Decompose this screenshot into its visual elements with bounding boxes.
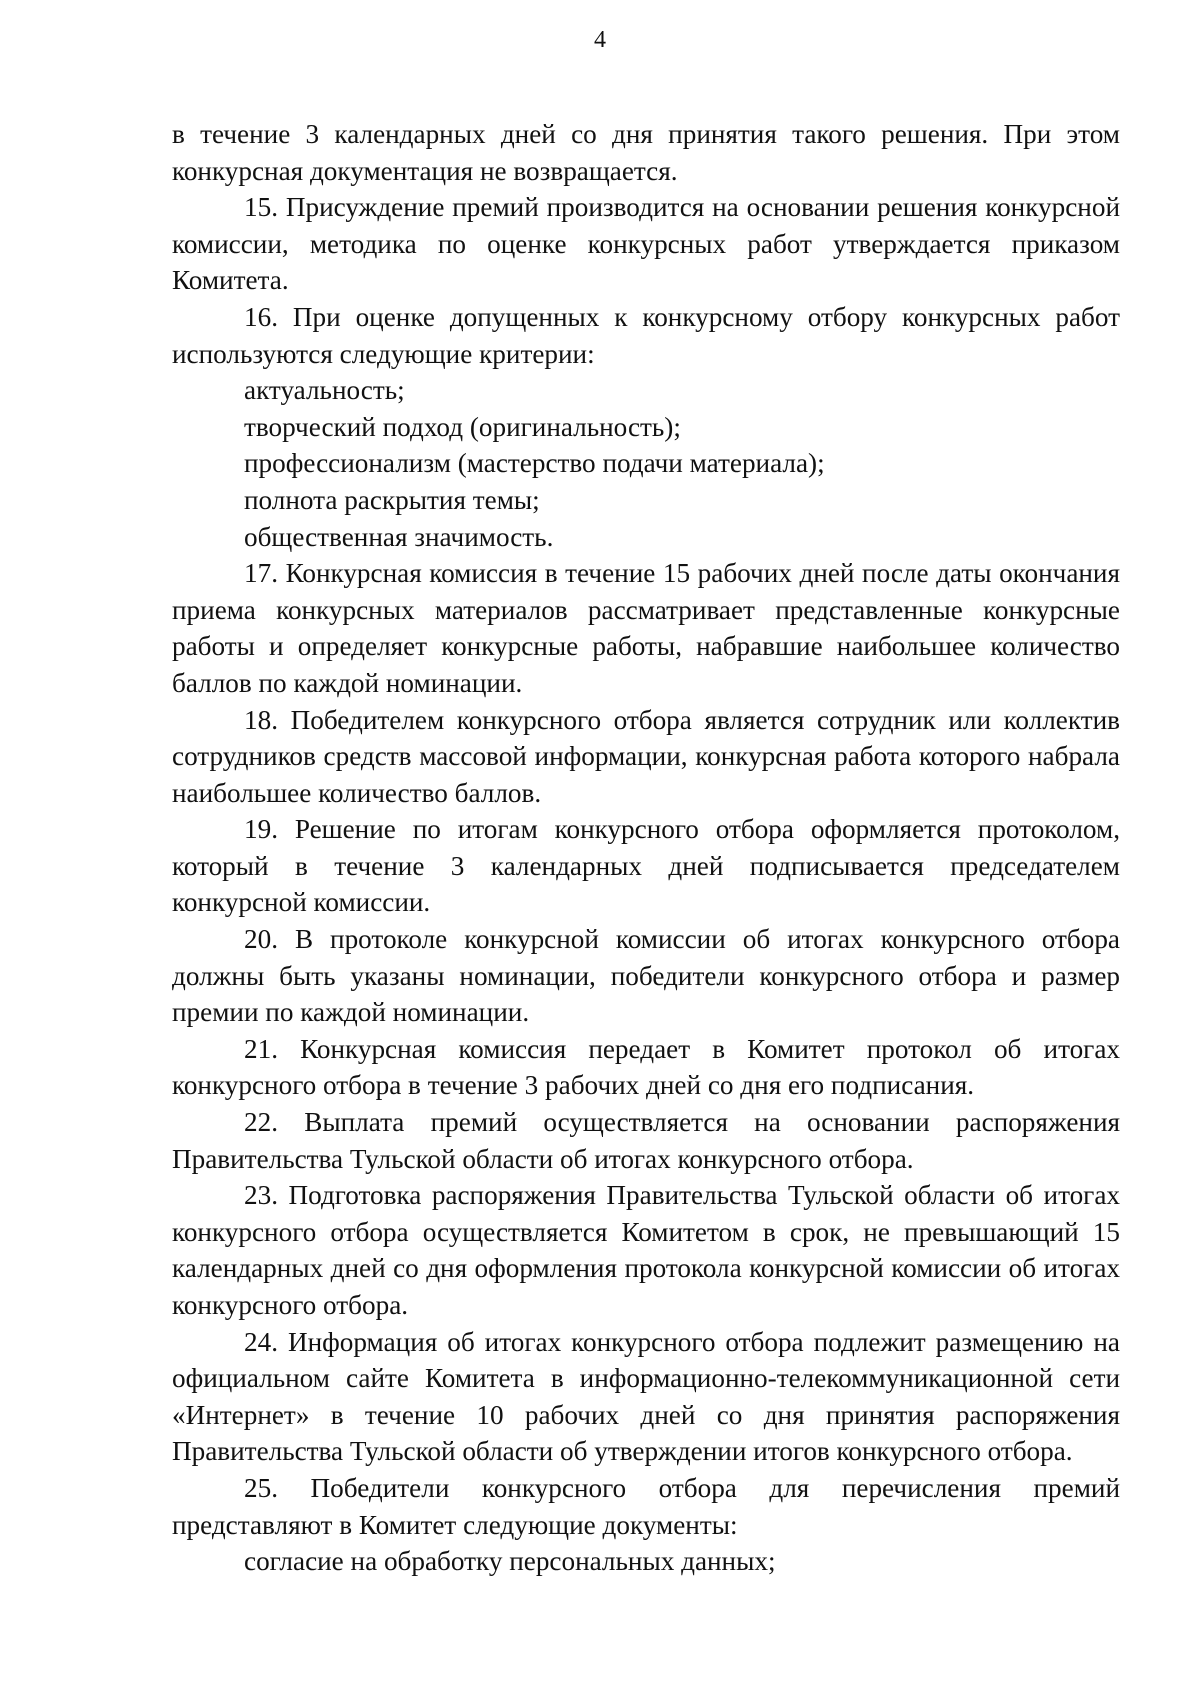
- criteria-item-relevance: актуальность;: [244, 375, 405, 406]
- paragraph-19: 19. Решение по итогам конкурсного отбора оформляется протоколом, который в течение 3 календарных дней подписывается председателем конкурсной комиссии.: [172, 814, 1120, 918]
- paragraph-18: 18. Победителем конкурсного отбора является сотрудник или коллектив сотрудников средств массовой информации, конкурсная работа которого набрала наибольшее количество баллов.: [172, 704, 1120, 808]
- criteria-item-social-significance: общественная значимость.: [244, 521, 554, 552]
- documents-item-personal-data-consent: согласие на обработку персональных данных;: [244, 1546, 776, 1577]
- paragraph-23: 23. Подготовка распоряжения Правительства Тульской области об итогах конкурсного отбора осуществляется Комитетом в срок, не превышающий 15 календарных дней со дня оформления протокола конкурсной комиссии об итогах конкурсного отбора.: [172, 1180, 1120, 1320]
- paragraph-21: 21. Конкурсная комиссия передает в Комитет протокол об итогах конкурсного отбора в течение 3 рабочих дней со дня его подписания.: [172, 1033, 1120, 1101]
- paragraph-continuation: в течение 3 календарных дней со дня принятия такого решения. При этом конкурсная документация не возвращается.: [172, 119, 1120, 186]
- paragraph-24: 24. Информация об итогах конкурсного отбора подлежит размещению на официальном сайте Комитета в информационно-телекоммуникационной сети «Интернет» в течение 10 рабочих дней со дня принятия распоряжения Правительства Тульской области об утверждении итогов конкурсного отбора.: [172, 1326, 1120, 1467]
- paragraph-25: 25. Победители конкурсного отбора для перечисления премий представляют в Комитет следующие документы:: [172, 1472, 1120, 1540]
- paragraph-15: 15. Присуждение премий производится на основании решения конкурсной комиссии, методика по оценке конкурсных работ утверждается приказом Комитета.: [172, 192, 1120, 296]
- paragraph-22: 22. Выплата премий осуществляется на основании распоряжения Правительства Тульской области об итогах конкурсного отбора.: [172, 1107, 1120, 1174]
- paragraph-16: 16. При оценке допущенных к конкурсному отбору конкурсных работ используются следующие критерии:: [172, 301, 1120, 369]
- criteria-item-creative-approach: творческий подход (оригинальность);: [244, 411, 681, 442]
- paragraph-17: 17. Конкурсная комиссия в течение 15 рабочих дней после даты окончания приема конкурсных материалов рассматривает представленные конкурсные работы и определяет конкурсные работы, набравшие наибольшее количество баллов по каждой номинации.: [172, 558, 1120, 698]
- document-body: [172, 116, 1120, 1580]
- criteria-item-topic-coverage: полнота раскрытия темы;: [244, 484, 540, 515]
- page-number: 4: [594, 27, 606, 53]
- criteria-item-professionalism: профессионализм (мастерство подачи материала);: [244, 448, 825, 479]
- paragraph-20: 20. В протоколе конкурсной комиссии об итогах конкурсного отбора должны быть указаны номинации, победители конкурсного отбора и размер премии по каждой номинации.: [172, 924, 1120, 1028]
